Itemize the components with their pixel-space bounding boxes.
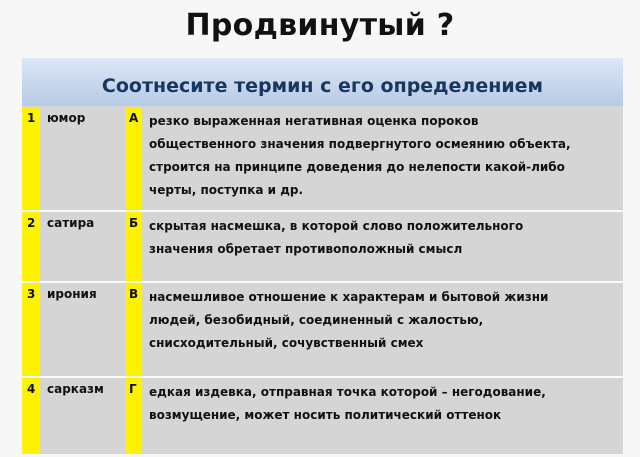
- definition-letter: А: [125, 107, 142, 212]
- term-label: сарказм: [47, 382, 104, 396]
- row-number: 3: [22, 283, 40, 378]
- table-row: [22, 212, 623, 283]
- table-row: [22, 378, 623, 454]
- table-row: [22, 283, 623, 378]
- term-label: юмор: [47, 111, 86, 125]
- definition-letter: Б: [125, 212, 142, 283]
- definition-text: скрытая насмешка, в которой слово положительного значения обретает противоположный смысл: [149, 219, 524, 256]
- row-number: 4: [22, 378, 40, 454]
- term-label: сатира: [47, 216, 95, 230]
- definition-letter: Г: [125, 378, 142, 454]
- table-header: Соотнесите термин с его определением: [22, 58, 623, 106]
- matching-table: [22, 58, 623, 454]
- slide-title: Продвинутый ?: [185, 8, 455, 43]
- row-number: 1: [22, 107, 40, 212]
- row-number: 2: [22, 212, 40, 283]
- definition-text: резко выраженная негативная оценка пороков общественного значения подвергнутого осмеянию объекта, строится на принципе доведения до нелепости какой-либо черты, поступка и др.: [149, 114, 571, 197]
- term-label: ирония: [47, 287, 97, 301]
- table-row: [22, 107, 623, 212]
- definition-letter: В: [125, 283, 142, 378]
- definition-text: едкая издевка, отправная точка которой – негодование, возмущение, может носить политический оттенок: [149, 385, 546, 422]
- definition-text: насмешливое отношение к характерам и бытовой жизни людей, безобидный, соединенный с жалостью, снисходительный, сочувственный смех: [149, 290, 549, 350]
